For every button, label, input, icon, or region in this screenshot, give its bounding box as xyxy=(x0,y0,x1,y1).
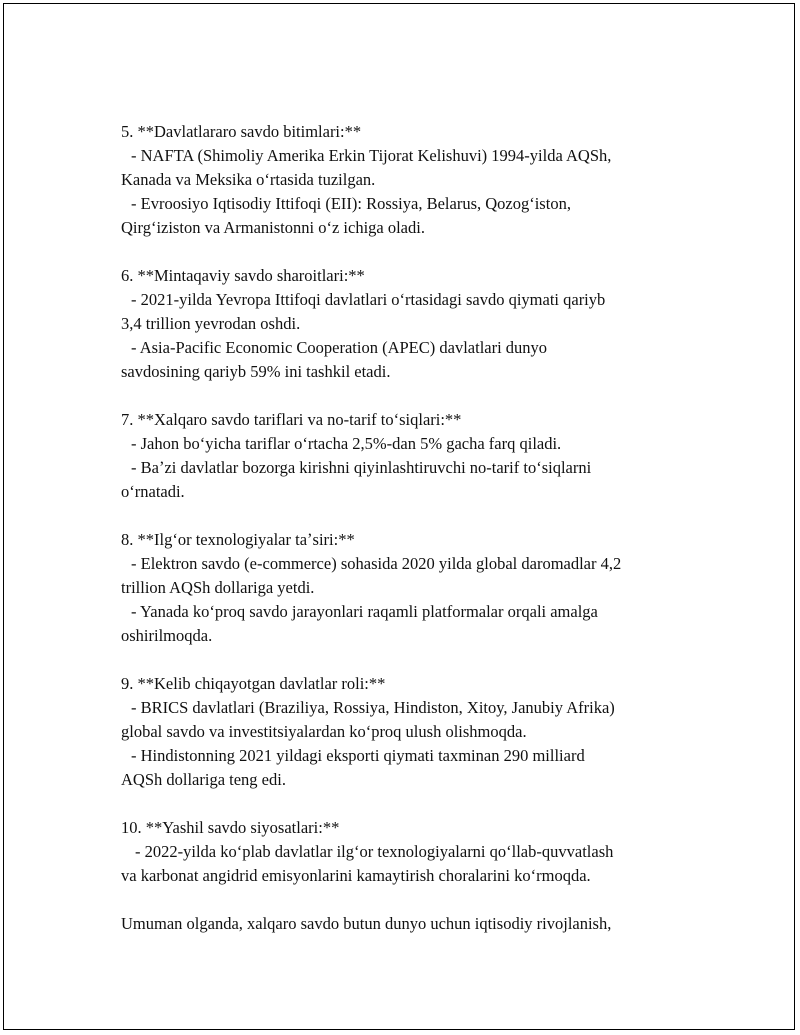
closing-line: Umuman olganda, xalqaro savdo butun dunyo uchun iqtisodiy rivojlanish, xyxy=(121,914,612,933)
bullet-line-continued: savdosining qariyb 59% ini tashkil etadi. xyxy=(121,362,391,381)
bullet-line: - 2022-yilda koʻplab davlatlar ilgʻor texnologiyalarni qoʻllab-quvvatlash xyxy=(135,842,614,861)
section-heading: 9. **Kelib chiqayotgan davlatlar roli:** xyxy=(121,674,386,693)
section-5 xyxy=(121,120,691,240)
bullet-line: - BRICS davlatlari (Braziliya, Rossiya, Hindiston, Xitoy, Janubiy Afrika) xyxy=(131,698,615,717)
bullet-line-continued: trillion AQSh dollariga yetdi. xyxy=(121,578,315,597)
section-heading: 8. **Ilgʻor texnologiyalar taʼsiri:** xyxy=(121,530,355,549)
bullet-line-continued: oʻrnatadi. xyxy=(121,482,185,501)
bullet-line: - NAFTA (Shimoliy Amerika Erkin Tijorat Kelishuvi) 1994-yilda AQSh, xyxy=(131,146,612,165)
document-body xyxy=(121,120,691,960)
section-6 xyxy=(121,264,691,384)
bullet-line-continued: va karbonat angidrid emisyonlarini kamaytirish choralarini koʻrmoqda. xyxy=(121,866,591,885)
closing-paragraph xyxy=(121,912,691,936)
bullet-line: - Asia-Pacific Economic Cooperation (APEC) davlatlari dunyo xyxy=(131,338,548,357)
bullet-line: - 2021-yilda Yevropa Ittifoqi davlatlari oʻrtasidagi savdo qiymati qariyb xyxy=(131,290,606,309)
bullet-line-continued: AQSh dollariga teng edi. xyxy=(121,770,286,789)
bullet-line-continued: oshirilmoqda. xyxy=(121,626,213,645)
section-10 xyxy=(121,816,691,888)
section-heading: 10. **Yashil savdo siyosatlari:** xyxy=(121,818,340,837)
document-page xyxy=(3,3,795,1030)
bullet-line: - Elektron savdo (e-commerce) sohasida 2020 yilda global daromadlar 4,2 xyxy=(131,554,622,573)
bullet-line-continued: Kanada va Meksika oʻrtasida tuzilgan. xyxy=(121,170,376,189)
bullet-line-continued: 3,4 trillion yevrodan oshdi. xyxy=(121,314,301,333)
section-heading: 6. **Mintaqaviy savdo sharoitlari:** xyxy=(121,266,365,285)
bullet-line: - Baʼzi davlatlar bozorga kirishni qiyinlashtiruvchi no-tarif toʻsiqlarni xyxy=(131,458,592,477)
section-9 xyxy=(121,672,691,792)
bullet-line: - Jahon boʻyicha tariflar oʻrtacha 2,5%-dan 5% gacha farq qiladi. xyxy=(131,434,562,453)
bullet-line-continued: Qirgʻiziston va Armanistonni oʻz ichiga oladi. xyxy=(121,218,425,237)
section-heading: 7. **Xalqaro savdo tariflari va no-tarif toʻsiqlari:** xyxy=(121,410,462,429)
bullet-line: - Hindistonning 2021 yildagi eksporti qiymati taxminan 290 milliard xyxy=(131,746,585,765)
section-heading: 5. **Davlatlararo savdo bitimlari:** xyxy=(121,122,362,141)
bullet-line: - Yanada koʻproq savdo jarayonlari raqamli platformalar orqali amalga xyxy=(131,602,598,621)
bullet-line-continued: global savdo va investitsiyalardan koʻproq ulush olishmoqda. xyxy=(121,722,527,741)
bullet-line: - Evroosiyo Iqtisodiy Ittifoqi (EII): Rossiya, Belarus, Qozogʻiston, xyxy=(131,194,571,213)
section-7 xyxy=(121,408,691,504)
section-8 xyxy=(121,528,691,648)
